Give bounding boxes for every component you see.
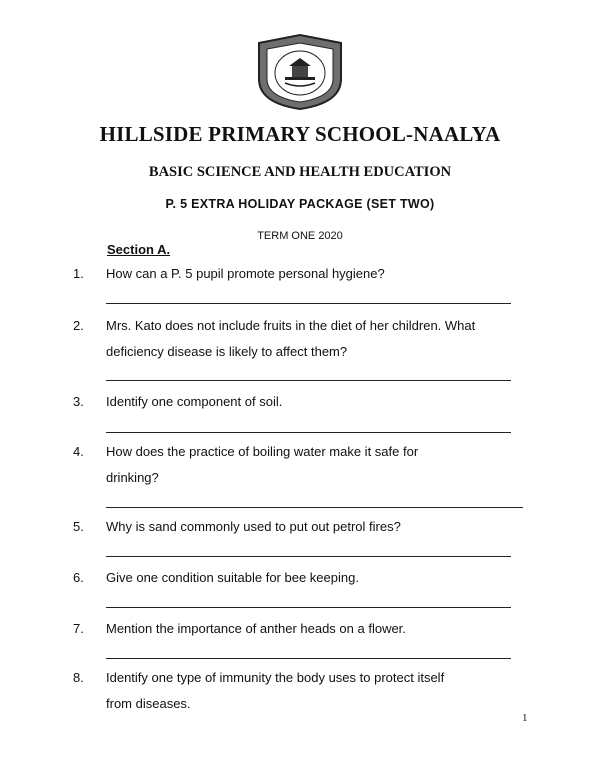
question-text: from diseases.: [106, 696, 191, 711]
page-number: 1: [522, 712, 528, 724]
question-text: How does the practice of boiling water make it safe for: [106, 444, 419, 459]
question-number: 4.: [73, 444, 84, 459]
question-text: Give one condition suitable for bee keeping.: [106, 570, 359, 585]
section-heading: Section A.: [107, 242, 171, 257]
question-item: [0, 514, 600, 540]
question-number: 7.: [73, 621, 84, 636]
question-text: deficiency disease is likely to affect them?: [106, 344, 348, 359]
answer-line[interactable]: [106, 507, 523, 508]
question-item: [0, 313, 600, 365]
question-text: drinking?: [106, 470, 159, 485]
answer-line[interactable]: [106, 303, 511, 304]
subject-heading: BASIC SCIENCE AND HEALTH EDUCATION: [148, 164, 452, 180]
question-number: 5.: [73, 519, 84, 534]
term-label: TERM ONE 2020: [257, 230, 343, 242]
question-number: 1.: [73, 266, 84, 281]
answer-line[interactable]: [106, 432, 511, 433]
question-number: 3.: [73, 394, 84, 409]
question-number: 6.: [73, 570, 84, 585]
question-item: [0, 665, 600, 717]
answer-line[interactable]: [106, 658, 511, 659]
school-crest-logo: [255, 33, 345, 111]
school-title: HILLSIDE PRIMARY SCHOOL-NAALYA: [99, 122, 501, 146]
question-number: 2.: [73, 318, 84, 333]
question-item: [0, 439, 600, 491]
question-item: [0, 616, 600, 642]
question-item: [0, 389, 600, 415]
question-item: [0, 261, 600, 287]
question-text: Mrs. Kato does not include fruits in the diet of her children. What: [106, 318, 476, 333]
question-text: Identify one component of soil.: [106, 394, 283, 409]
question-text: Why is sand commonly used to put out petrol fires?: [106, 519, 401, 534]
answer-line[interactable]: [106, 556, 511, 557]
question-text: Mention the importance of anther heads on a flower.: [106, 621, 406, 636]
question-text: How can a P. 5 pupil promote personal hygiene?: [106, 266, 385, 281]
answer-line[interactable]: [106, 607, 511, 608]
answer-line[interactable]: [106, 380, 511, 381]
question-item: [0, 565, 600, 591]
question-number: 8.: [73, 670, 84, 685]
question-text: Identify one type of immunity the body uses to protect itself: [106, 670, 445, 685]
package-heading: P. 5 EXTRA HOLIDAY PACKAGE (SET TWO): [165, 197, 435, 211]
